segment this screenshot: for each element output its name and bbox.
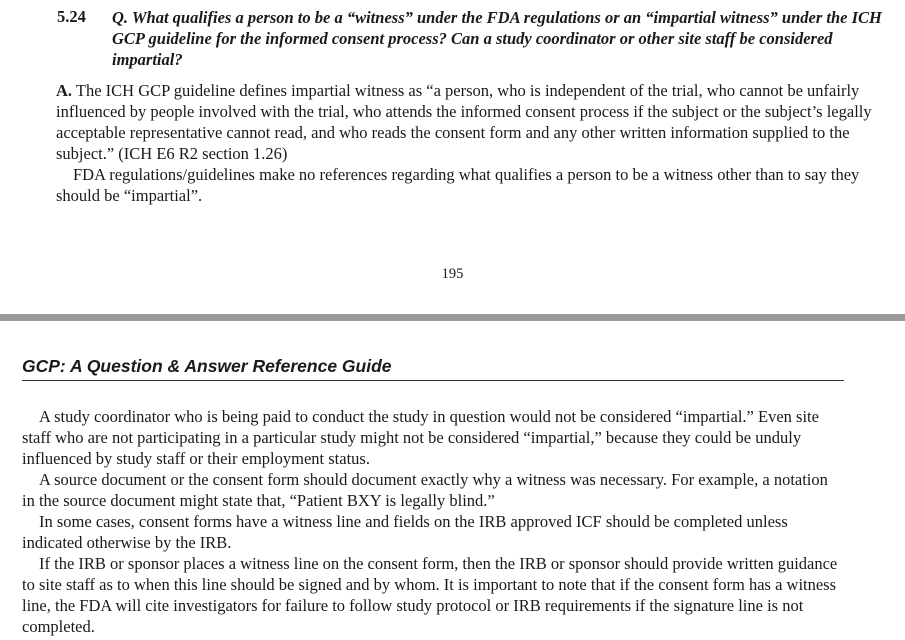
answer-label: A. xyxy=(56,81,73,100)
page-number: 195 xyxy=(441,266,464,282)
running-head: GCP: A Question & Answer Reference Guide xyxy=(22,356,392,376)
body-paragraph: A study coordinator who is being paid to conduct the study in question would not be considered “impartial.” Even site staff who are not participating in a particular study might not be considered “impartial,” because they could be unduly influenced by study staff or their employment status. xyxy=(22,407,819,468)
body-paragraph: A source document or the consent form should document exactly why a witness was necessary. For example, a notation in the source document might state that, “Patient BXY is legally blind.” xyxy=(22,470,828,510)
answer-paragraph: FDA regulations/guidelines make no references regarding what qualifies a person to be a witness other than to say they should be “impartial”. xyxy=(56,165,860,205)
answer-paragraph-text: The ICH GCP guideline defines impartial witness as “a person, who is independent of the trial, who cannot be unfairly influenced by people involved with the trial, who attends the informed consent process if the subject or the subject’s legally acceptable representative cannot read, and who reads the consent form and any other written information supplied to the subject.” (ICH E6 R2 section 1.26) xyxy=(56,81,872,163)
answer-block xyxy=(56,80,884,206)
body-paragraph: In some cases, consent forms have a witness line and fields on the IRB approved ICF should be completed unless indicated otherwise by the IRB. xyxy=(22,512,788,552)
page-separator xyxy=(0,314,905,321)
answer-paragraph xyxy=(56,80,884,164)
running-head-rule xyxy=(22,380,844,381)
question-number: 5.24 xyxy=(57,7,86,26)
top-page xyxy=(0,0,905,314)
question-text: Q. What qualifies a person to be a “witness” under the FDA regulations or an “impartial witness” under the ICH GCP guideline for the informed consent process? Can a study coordinator or other site staff be considered impartial? xyxy=(112,8,882,69)
bottom-page-body xyxy=(22,406,844,637)
body-paragraph: If the IRB or sponsor places a witness line on the consent form, then the IRB or sponsor should provide written guidance to site staff as to when this line should be signed and by whom. It is important to note that if the consent form has a witness line, the FDA will cite investigators for failure to follow study protocol or IRB requirements if the signature line is not completed. xyxy=(22,554,838,636)
